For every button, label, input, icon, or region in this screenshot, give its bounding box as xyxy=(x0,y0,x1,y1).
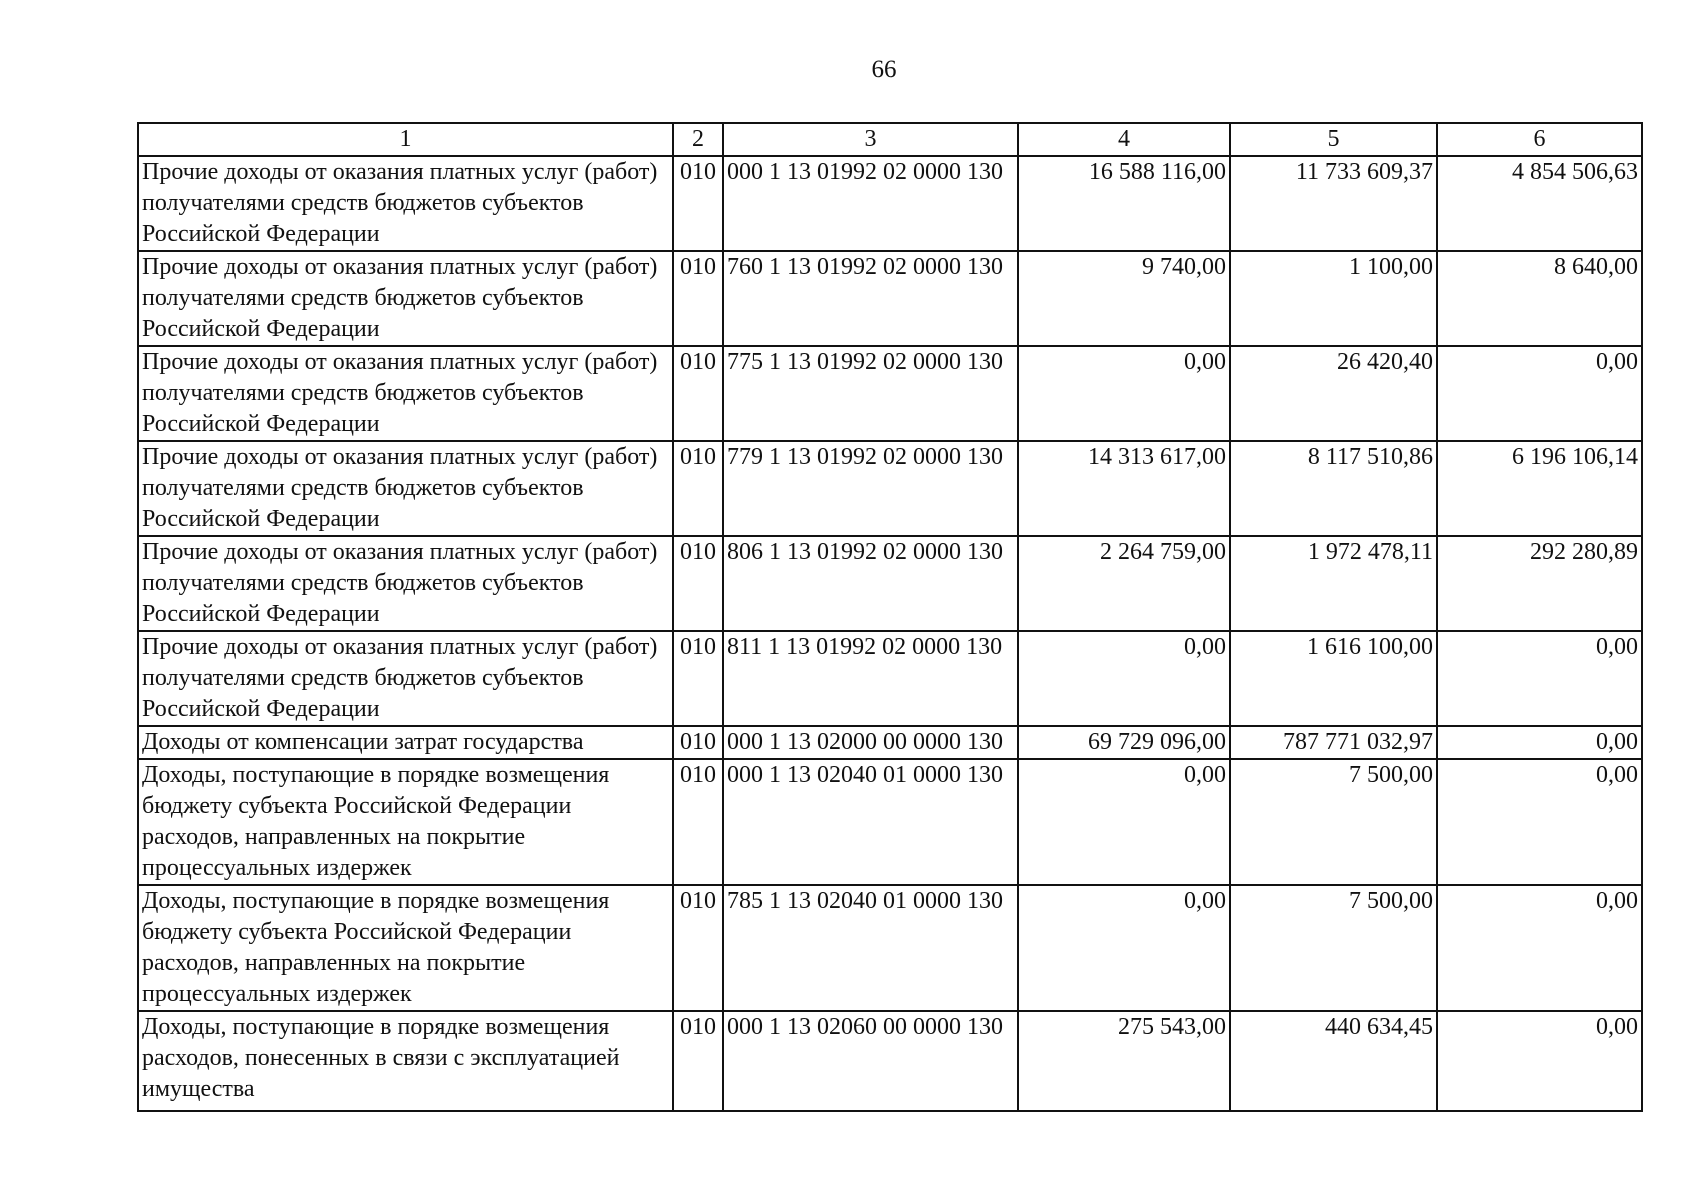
row-code: 010 xyxy=(673,346,723,441)
row-col6: 0,00 xyxy=(1437,759,1642,885)
table-row xyxy=(138,536,1642,631)
row-kbk: 779 1 13 01992 02 0000 130 xyxy=(723,441,1018,536)
row-kbk: 806 1 13 01992 02 0000 130 xyxy=(723,536,1018,631)
row-code: 010 xyxy=(673,759,723,885)
table-row xyxy=(138,1011,1642,1111)
row-col4: 9 740,00 xyxy=(1018,251,1230,346)
row-name: Доходы, поступающие в порядке возмещения бюджету субъекта Российской Федерации расходов, направленных на покрытие процессуальных издержек xyxy=(138,759,673,885)
row-col5: 440 634,45 xyxy=(1230,1011,1437,1111)
row-col6: 0,00 xyxy=(1437,1011,1642,1111)
row-col5: 26 420,40 xyxy=(1230,346,1437,441)
row-col6: 8 640,00 xyxy=(1437,251,1642,346)
row-col5: 7 500,00 xyxy=(1230,759,1437,885)
row-col6: 0,00 xyxy=(1437,885,1642,1011)
row-col6: 0,00 xyxy=(1437,631,1642,726)
row-name: Прочие доходы от оказания платных услуг (работ) получателями средств бюджетов субъектов Российской Федерации xyxy=(138,156,673,251)
header-col-6: 6 xyxy=(1437,123,1642,156)
table-row xyxy=(138,885,1642,1011)
row-col6: 4 854 506,63 xyxy=(1437,156,1642,251)
header-col-3: 3 xyxy=(723,123,1018,156)
table-row xyxy=(138,759,1642,885)
row-kbk: 000 1 13 02060 00 0000 130 xyxy=(723,1011,1018,1111)
row-col5: 1 100,00 xyxy=(1230,251,1437,346)
row-col6: 292 280,89 xyxy=(1437,536,1642,631)
header-col-2: 2 xyxy=(673,123,723,156)
row-name: Доходы, поступающие в порядке возмещения бюджету субъекта Российской Федерации расходов, направленных на покрытие процессуальных издержек xyxy=(138,885,673,1011)
row-col5: 1 616 100,00 xyxy=(1230,631,1437,726)
row-name: Прочие доходы от оказания платных услуг (работ) получателями средств бюджетов субъектов Российской Федерации xyxy=(138,441,673,536)
row-col4: 2 264 759,00 xyxy=(1018,536,1230,631)
row-col4: 16 588 116,00 xyxy=(1018,156,1230,251)
row-name: Прочие доходы от оказания платных услуг (работ) получателями средств бюджетов субъектов Российской Федерации xyxy=(138,346,673,441)
row-col6: 0,00 xyxy=(1437,346,1642,441)
row-col4: 0,00 xyxy=(1018,885,1230,1011)
table-row xyxy=(138,441,1642,536)
row-col4: 275 543,00 xyxy=(1018,1011,1230,1111)
row-col4: 0,00 xyxy=(1018,631,1230,726)
row-col5: 7 500,00 xyxy=(1230,885,1437,1011)
row-code: 010 xyxy=(673,726,723,759)
row-code: 010 xyxy=(673,156,723,251)
row-col4: 69 729 096,00 xyxy=(1018,726,1230,759)
row-col4: 14 313 617,00 xyxy=(1018,441,1230,536)
table-row xyxy=(138,346,1642,441)
row-col5: 8 117 510,86 xyxy=(1230,441,1437,536)
row-col4: 0,00 xyxy=(1018,346,1230,441)
row-code: 010 xyxy=(673,441,723,536)
row-col6: 0,00 xyxy=(1437,726,1642,759)
row-name: Прочие доходы от оказания платных услуг (работ) получателями средств бюджетов субъектов Российской Федерации xyxy=(138,631,673,726)
row-col5: 1 972 478,11 xyxy=(1230,536,1437,631)
row-name: Доходы, поступающие в порядке возмещения расходов, понесенных в связи с эксплуатацией имущества xyxy=(138,1011,673,1111)
row-name: Прочие доходы от оказания платных услуг (работ) получателями средств бюджетов субъектов Российской Федерации xyxy=(138,536,673,631)
row-col6: 6 196 106,14 xyxy=(1437,441,1642,536)
row-kbk: 775 1 13 01992 02 0000 130 xyxy=(723,346,1018,441)
row-col5: 11 733 609,37 xyxy=(1230,156,1437,251)
table-row xyxy=(138,251,1642,346)
row-col4: 0,00 xyxy=(1018,759,1230,885)
row-kbk: 000 1 13 01992 02 0000 130 xyxy=(723,156,1018,251)
row-kbk: 811 1 13 01992 02 0000 130 xyxy=(723,631,1018,726)
row-code: 010 xyxy=(673,251,723,346)
row-name: Прочие доходы от оказания платных услуг (работ) получателями средств бюджетов субъектов Российской Федерации xyxy=(138,251,673,346)
revenue-table xyxy=(137,122,1643,1112)
row-kbk: 760 1 13 01992 02 0000 130 xyxy=(723,251,1018,346)
header-col-1: 1 xyxy=(138,123,673,156)
table-row xyxy=(138,726,1642,759)
row-col5: 787 771 032,97 xyxy=(1230,726,1437,759)
row-code: 010 xyxy=(673,885,723,1011)
row-code: 010 xyxy=(673,536,723,631)
row-kbk: 000 1 13 02040 01 0000 130 xyxy=(723,759,1018,885)
row-name: Доходы от компенсации затрат государства xyxy=(138,726,673,759)
table-row xyxy=(138,156,1642,251)
row-kbk: 000 1 13 02000 00 0000 130 xyxy=(723,726,1018,759)
row-kbk: 785 1 13 02040 01 0000 130 xyxy=(723,885,1018,1011)
table-row xyxy=(138,631,1642,726)
row-code: 010 xyxy=(673,631,723,726)
row-code: 010 xyxy=(673,1011,723,1111)
header-row xyxy=(138,123,1642,156)
header-col-4: 4 xyxy=(1018,123,1230,156)
page-number: 66 xyxy=(871,56,897,83)
header-col-5: 5 xyxy=(1230,123,1437,156)
